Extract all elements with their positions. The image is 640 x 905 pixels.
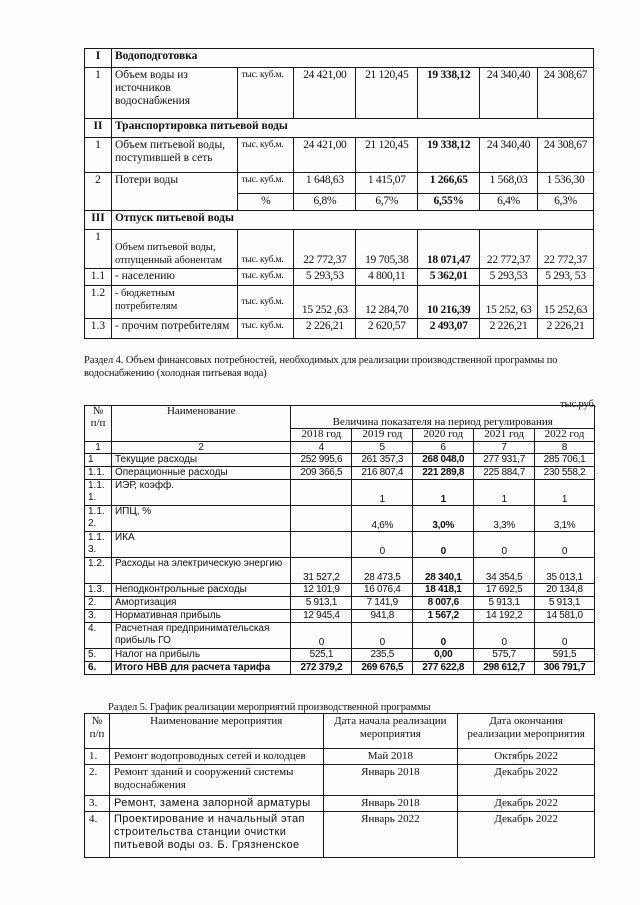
value-2022: 0 xyxy=(535,532,595,558)
row-num: 1 xyxy=(85,68,112,119)
end-date: Декабрь 2022 xyxy=(458,812,595,858)
year-header: 2018 год xyxy=(291,429,352,442)
value-2019: 941,8 xyxy=(352,610,413,623)
table-row xyxy=(85,173,594,194)
row-num: 1.2 xyxy=(85,286,112,319)
value-2019: 269 676,5 xyxy=(352,662,413,675)
section-num: II xyxy=(85,119,112,138)
value-2021: 14 192,2 xyxy=(474,610,535,623)
value-2021: 1 568,03 xyxy=(480,173,538,194)
index-row xyxy=(85,441,595,454)
end-date: Декабрь 2022 xyxy=(458,796,595,812)
value-2020: 1 567,2 xyxy=(413,610,474,623)
value-2021: 6,4% xyxy=(480,194,538,211)
value-2022: 5 293, 53 xyxy=(538,269,594,286)
value-2019: 21 120,45 xyxy=(356,68,418,119)
schedule-table xyxy=(84,713,595,858)
value-2021: 298 612,7 xyxy=(474,662,535,675)
num-header: № п/п xyxy=(85,714,110,749)
table-row xyxy=(85,467,595,480)
row-name: Неподконтрольные расходы xyxy=(111,584,290,597)
table-row xyxy=(85,319,594,339)
row-name: - населению xyxy=(111,269,238,286)
year-header: 2022 год xyxy=(535,429,595,442)
row-name: Потери воды xyxy=(111,173,238,211)
value-2022: 22 772,37 xyxy=(538,230,594,269)
row-num: 1.1. 1. xyxy=(85,480,112,506)
row-num: 2 xyxy=(85,173,112,211)
table-row xyxy=(85,286,594,319)
value-2018: 12 101,9 xyxy=(291,584,352,597)
end-date: Октябрь 2022 xyxy=(458,749,595,765)
value-2022: 5 913,1 xyxy=(535,597,595,610)
row-num: 1.3. xyxy=(85,584,112,597)
value-2022: 24 308,67 xyxy=(538,138,594,173)
row-name: Расходы на электрическую энергию xyxy=(111,558,290,584)
table-row xyxy=(85,597,595,610)
section-num: I xyxy=(85,49,112,68)
row-unit: тыс. куб.м. xyxy=(238,68,294,119)
row-name: Расчетная предпринимательская прибыль ГО xyxy=(111,623,290,649)
value-2018 xyxy=(291,532,352,558)
table-row xyxy=(85,662,595,675)
row-name: ИКА xyxy=(111,532,290,558)
value-2019: 4,6% xyxy=(352,506,413,532)
end-header: Дата окончания реализации мероприятия xyxy=(458,714,595,749)
value-2021: 5 293,53 xyxy=(480,269,538,286)
value-2022: 3,1% xyxy=(535,506,595,532)
row-name: - бюджетным потребителям xyxy=(111,286,238,319)
row-name: ИЭР, коэфф. xyxy=(111,480,290,506)
value-2022: 1 536,30 xyxy=(538,173,594,194)
table-row xyxy=(85,749,595,765)
value-2020: 268 048,0 xyxy=(413,454,474,467)
header-row xyxy=(85,406,595,429)
value-2018: 1 648,63 xyxy=(294,173,356,194)
value-2021: 15 252, 63 xyxy=(480,286,538,319)
value-2020: 1 266,65 xyxy=(418,173,480,194)
col-index: 4 xyxy=(291,441,352,454)
row-unit: тыс. куб.м. xyxy=(238,286,294,319)
name-header: Наименование мероприятия xyxy=(109,714,323,749)
table-row xyxy=(85,623,595,649)
row-num: 6. xyxy=(85,662,112,675)
section5-caption: Раздел 5. График реализации мероприятий производственной программы xyxy=(108,702,431,713)
row-name: Ремонт водопроводных сетей и колодцев xyxy=(109,749,323,765)
value-2018: 31 527,2 xyxy=(291,558,352,584)
value-2021: 24 340,40 xyxy=(480,68,538,119)
value-2020: 277 622,8 xyxy=(413,662,474,675)
value-2019: 235,5 xyxy=(352,649,413,662)
table-row xyxy=(85,454,595,467)
value-2022: 230 558,2 xyxy=(535,467,595,480)
value-2018: 22 772,37 xyxy=(294,230,356,269)
value-2019: 7 141,9 xyxy=(352,597,413,610)
row-num: 3. xyxy=(85,796,110,812)
value-2018: 12 945,4 xyxy=(291,610,352,623)
value-2020: 221 289,8 xyxy=(413,467,474,480)
value-2018: 209 366,5 xyxy=(291,467,352,480)
row-num: 1.2. xyxy=(85,558,112,584)
value-2019: 19 705,38 xyxy=(356,230,418,269)
table-row xyxy=(85,532,595,558)
value-2021: 22 772,37 xyxy=(480,230,538,269)
water-balance-table xyxy=(84,48,594,339)
table-row xyxy=(85,480,595,506)
value-2020: 10 216,39 xyxy=(418,286,480,319)
table-row xyxy=(85,649,595,662)
row-num: 5. xyxy=(85,649,112,662)
row-unit: тыс. куб.м. xyxy=(238,173,294,194)
value-2022: 35 013,1 xyxy=(535,558,595,584)
row-name: Амортизация xyxy=(111,597,290,610)
table-row xyxy=(85,138,594,173)
row-unit: тыс. куб.м. xyxy=(238,319,294,339)
value-2022: 24 308,67 xyxy=(538,68,594,119)
value-2021: 17 692,5 xyxy=(474,584,535,597)
row-name: Объем воды из источников водоснабжения xyxy=(111,68,238,119)
value-2022: 306 791,7 xyxy=(535,662,595,675)
table-row xyxy=(85,269,594,286)
value-2020: 19 338,12 xyxy=(418,68,480,119)
row-name: Ремонт, замена запорной арматуры xyxy=(109,796,323,812)
value-2022: 15 252,63 xyxy=(538,286,594,319)
row-unit: тыс. куб.м. xyxy=(238,269,294,286)
value-2022: 1 xyxy=(535,480,595,506)
value-2021: 277 931,7 xyxy=(474,454,535,467)
row-name: Объем питьевой воды, поступившей в сеть xyxy=(111,138,238,173)
value-2021: 3,3% xyxy=(474,506,535,532)
value-2019: 4 800,11 xyxy=(356,269,418,286)
value-2019: 1 415,07 xyxy=(356,173,418,194)
row-name: Объем питьевой воды, отпущенный абонентам xyxy=(111,230,238,269)
value-2020: 0,00 xyxy=(413,649,474,662)
row-num: 4. xyxy=(85,623,112,649)
value-2020: 3,0% xyxy=(413,506,474,532)
num-header: № п/п xyxy=(85,406,112,442)
col-index: 1 xyxy=(85,441,112,454)
row-unit: тыс. куб.м. xyxy=(238,138,294,173)
row-num: 1. xyxy=(85,749,110,765)
value-2022: 14 581,0 xyxy=(535,610,595,623)
value-2022: 285 706,1 xyxy=(535,454,595,467)
value-2022: 0 xyxy=(535,623,595,649)
col-index: 5 xyxy=(352,441,413,454)
start-date: Январь 2018 xyxy=(323,796,458,812)
value-2021: 34 354,5 xyxy=(474,558,535,584)
header-row xyxy=(85,714,595,749)
value-2020: 18 071,47 xyxy=(418,230,480,269)
value-2022: 2 226,21 xyxy=(538,319,594,339)
row-name: Нормативная прибыль xyxy=(111,610,290,623)
value-2022: 6,3% xyxy=(538,194,594,211)
year-header: 2021 год xyxy=(474,429,535,442)
row-name: Операционные расходы xyxy=(111,467,290,480)
table-row xyxy=(85,584,595,597)
value-2019: 28 473,5 xyxy=(352,558,413,584)
value-2018: 252 995,6 xyxy=(291,454,352,467)
value-2021: 24 340,40 xyxy=(480,138,538,173)
period-header: Величина показателя на период регулирования xyxy=(291,406,595,429)
row-name: Итого НВВ для расчета тарифа xyxy=(111,662,290,675)
value-2019: 216 807,4 xyxy=(352,467,413,480)
value-2022: 20 134,8 xyxy=(535,584,595,597)
value-2020: 18 418,1 xyxy=(413,584,474,597)
row-unit: % xyxy=(238,194,294,211)
table-row xyxy=(85,610,595,623)
value-2020: 0 xyxy=(413,532,474,558)
value-2019: 6,7% xyxy=(356,194,418,211)
value-2018: 5 293,53 xyxy=(294,269,356,286)
value-2018: 24 421,00 xyxy=(294,138,356,173)
start-header: Дата начала реализации мероприятия xyxy=(323,714,458,749)
section-title: Водоподготовка xyxy=(111,49,593,68)
row-num: 4. xyxy=(85,812,110,858)
row-num: 2. xyxy=(85,597,112,610)
currency-unit: тыс.руб. xyxy=(560,399,597,410)
row-num: 1 xyxy=(85,454,112,467)
value-2020: 1 xyxy=(413,480,474,506)
section-row xyxy=(85,211,594,230)
section-num: III xyxy=(85,211,112,230)
value-2018: 24 421,00 xyxy=(294,68,356,119)
value-2020: 0 xyxy=(413,623,474,649)
table-row xyxy=(85,796,595,812)
end-date: Декабрь 2022 xyxy=(458,765,595,796)
row-num: 1.1 xyxy=(85,269,112,286)
row-name: - прочим потребителям xyxy=(111,319,238,339)
table-row xyxy=(85,506,595,532)
value-2019: 1 xyxy=(352,480,413,506)
value-2019: 0 xyxy=(352,623,413,649)
row-num: 2. xyxy=(85,765,110,796)
table-row xyxy=(85,68,594,119)
value-2019: 16 076,4 xyxy=(352,584,413,597)
value-2020: 6,55% xyxy=(418,194,480,211)
value-2018: 5 913,1 xyxy=(291,597,352,610)
row-num: 1.1. xyxy=(85,467,112,480)
row-num: 1.3 xyxy=(85,319,112,339)
value-2018: 525,1 xyxy=(291,649,352,662)
start-date: Январь 2018 xyxy=(323,765,458,796)
row-name: Налог на прибыль xyxy=(111,649,290,662)
value-2020: 5 362,01 xyxy=(418,269,480,286)
row-num: 1.1. 3. xyxy=(85,532,112,558)
row-num: 1 xyxy=(85,138,112,173)
value-2021: 225 884,7 xyxy=(474,467,535,480)
value-2018: 15 252 ,63 xyxy=(294,286,356,319)
section-title: Транспортировка питьевой воды xyxy=(111,119,593,138)
value-2019: 21 120,45 xyxy=(356,138,418,173)
row-num: 1.1. 2. xyxy=(85,506,112,532)
value-2018: 272 379,2 xyxy=(291,662,352,675)
row-num: 1 xyxy=(85,230,112,269)
col-index: 2 xyxy=(111,441,290,454)
row-num: 3. xyxy=(85,610,112,623)
row-name: Проектирование и начальный этап строительства станции очистки питьевой воды оз. Б. Грязненское xyxy=(109,812,323,858)
value-2020: 28 340,1 xyxy=(413,558,474,584)
name-header: Наименование xyxy=(111,406,290,442)
value-2019: 0 xyxy=(352,532,413,558)
start-date: Май 2018 xyxy=(323,749,458,765)
table-row xyxy=(85,558,595,584)
value-2018 xyxy=(291,480,352,506)
row-name: ИПЦ, % xyxy=(111,506,290,532)
value-2021: 5 913,1 xyxy=(474,597,535,610)
value-2021: 0 xyxy=(474,532,535,558)
value-2018: 2 226,21 xyxy=(294,319,356,339)
value-2018: 0 xyxy=(291,623,352,649)
row-name: Текущие расходы xyxy=(111,454,290,467)
section-title: Отпуск питьевой воды xyxy=(111,211,593,230)
value-2021: 1 xyxy=(474,480,535,506)
value-2020: 19 338,12 xyxy=(418,138,480,173)
year-header: 2019 год xyxy=(352,429,413,442)
value-2020: 2 493,07 xyxy=(418,319,480,339)
table-row xyxy=(85,812,595,858)
value-2019: 2 620,57 xyxy=(356,319,418,339)
col-index: 6 xyxy=(413,441,474,454)
row-name: Ремонт зданий и сооружений системы водоснабжения xyxy=(109,765,323,796)
value-2021: 0 xyxy=(474,623,535,649)
value-2021: 2 226,21 xyxy=(480,319,538,339)
row-unit: тыс. куб.м. xyxy=(238,230,294,269)
financial-needs-table xyxy=(84,405,595,675)
value-2022: 591,5 xyxy=(535,649,595,662)
value-2019: 261 357,3 xyxy=(352,454,413,467)
value-2020: 8 007,6 xyxy=(413,597,474,610)
table-row xyxy=(85,765,595,796)
value-2021: 575,7 xyxy=(474,649,535,662)
col-index: 8 xyxy=(535,441,595,454)
section-row xyxy=(85,49,594,68)
table-row xyxy=(85,230,594,269)
value-2018: 6,8% xyxy=(294,194,356,211)
col-index: 7 xyxy=(474,441,535,454)
value-2018 xyxy=(291,506,352,532)
section-row xyxy=(85,119,594,138)
start-date: Январь 2022 xyxy=(323,812,458,858)
section4-caption: Раздел 4. Объем финансовых потребностей, необходимых для реализации производственной программы по водоснабжению (холодная питьевая вода) xyxy=(84,355,558,379)
year-header: 2020 год xyxy=(413,429,474,442)
value-2019: 12 284,70 xyxy=(356,286,418,319)
